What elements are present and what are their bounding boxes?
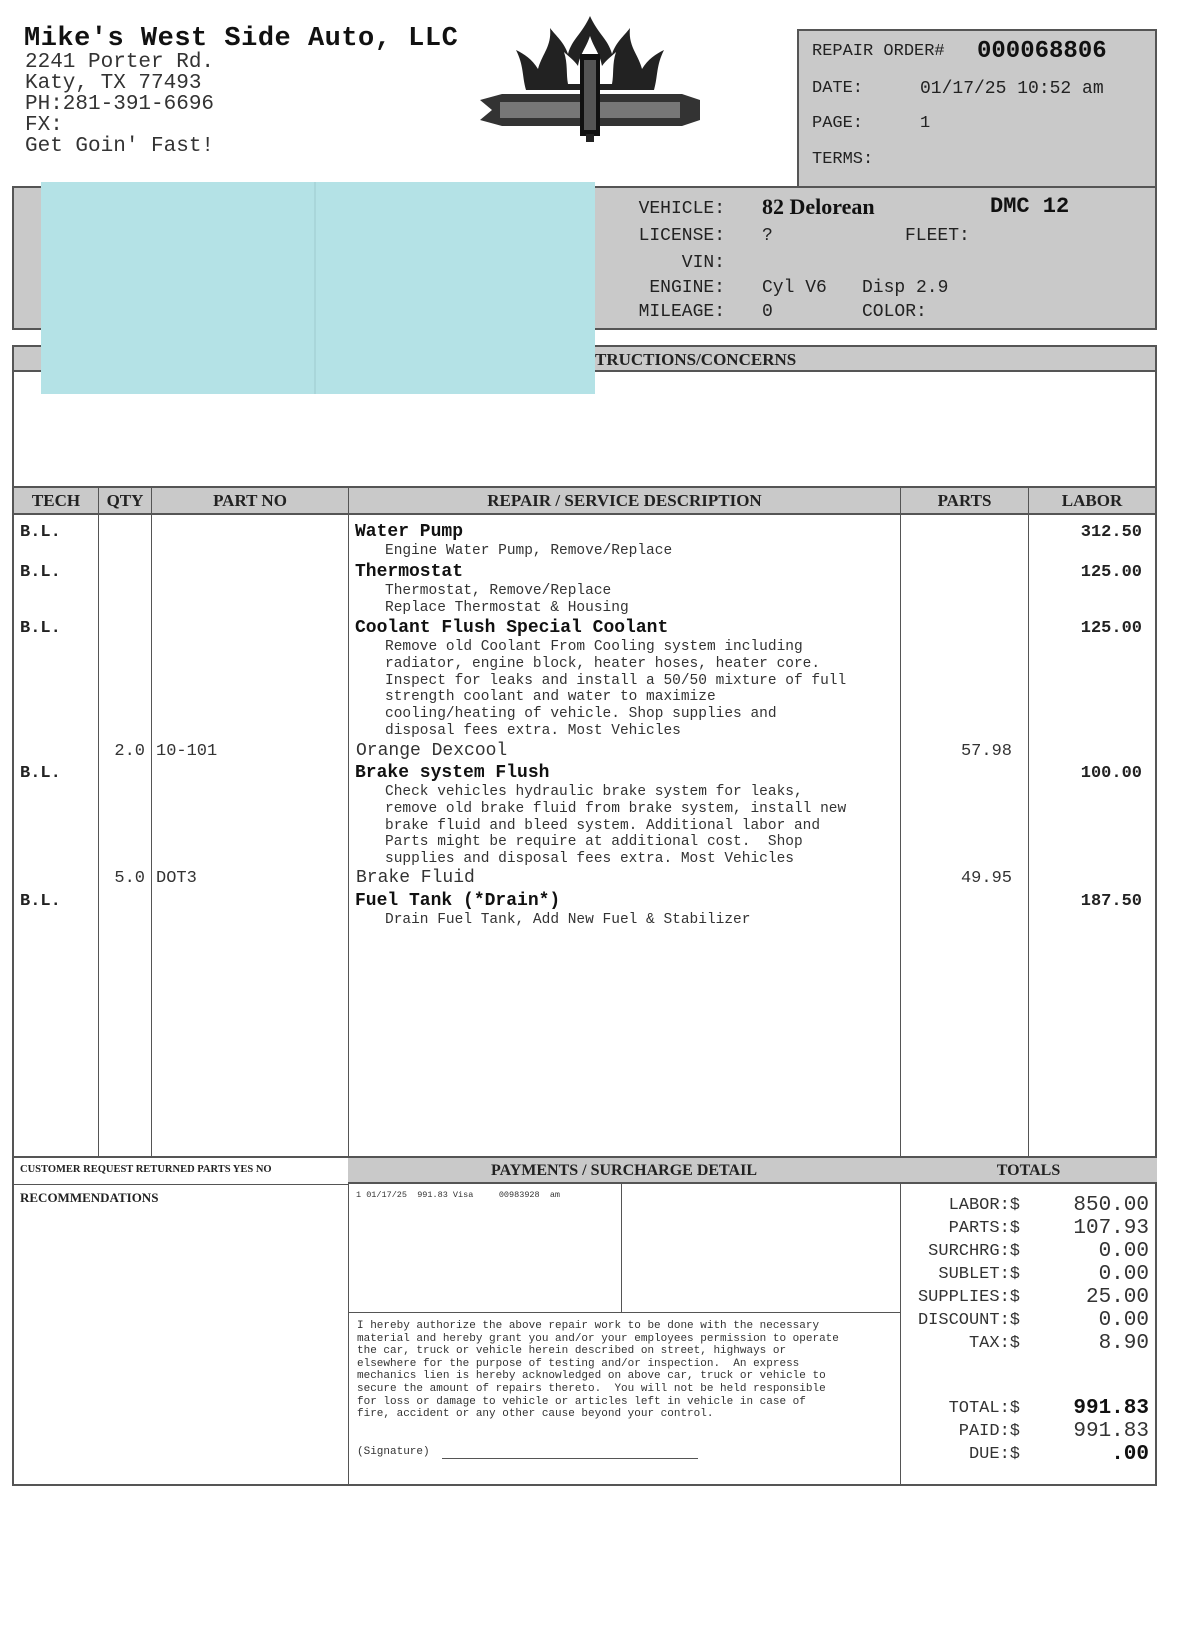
service-title: Thermostat (355, 562, 464, 582)
engine-cyl: Cyl V6 (762, 278, 827, 298)
fleet-label: FLEET: (905, 226, 970, 246)
service-description: Thermostat, Remove/Replace Replace Thermostat & Housing (385, 583, 629, 616)
part-qty: 5.0 (114, 869, 145, 888)
shop-address: 2241 Porter Rd. (25, 51, 215, 74)
shop-city: Katy, TX 77493 (25, 72, 202, 95)
license-value: ? (762, 226, 773, 246)
col-divider (98, 486, 99, 1158)
date-label: DATE: (812, 79, 864, 98)
mileage-value: 0 (762, 302, 773, 322)
part-number: 10-101 (156, 742, 218, 761)
grand-total-value: 991.83 (1073, 1397, 1149, 1420)
authorization-text: I hereby authorize the above repair work to be done with the necessary material and hereby grant you and/or your employees permission to operate the car, truck or vehicle herein described on street, highways or elsewhere for the purpose of testing and/or inspection. An express mechanics lien is hereby acknowledged on above car, truck or vehicle to secure the amount of repairs thereto. You will not be held responsible for loss or damage to vehicle or articles left in vehicle in case of fire, accident or any other cause beyond your control. (357, 1320, 839, 1421)
service-labor: 187.50 (1080, 892, 1142, 911)
vehicle-model: DMC 12 (990, 194, 1070, 219)
total-labor-value: 850.00 (1073, 1194, 1149, 1217)
divider (348, 1312, 900, 1313)
date-value: 01/17/25 10:52 am (920, 79, 1104, 99)
part-number: DOT3 (156, 869, 197, 888)
color-label: COLOR: (862, 302, 927, 322)
repair-order-label: REPAIR ORDER# (812, 42, 945, 61)
due-label: DUE:$ (968, 1445, 1020, 1464)
total-supplies-value: 25.00 (1085, 1286, 1149, 1309)
license-label: LICENSE: (638, 226, 725, 246)
paid-value: 991.83 (1073, 1420, 1149, 1443)
payments-title: PAYMENTS / SURCHARGE DETAIL (491, 1162, 757, 1179)
spark-plug-flame-logo (472, 14, 708, 144)
total-sublet-label: SUBLET:$ (938, 1265, 1020, 1284)
repair-order-number: 000068806 (977, 38, 1107, 65)
total-parts-label: PARTS:$ (948, 1219, 1020, 1238)
service-description: Drain Fuel Tank, Add New Fuel & Stabilizer (385, 912, 751, 928)
service-tech: B.L. (20, 563, 61, 582)
shop-phone: PH:281-391-6696 (25, 93, 215, 116)
service-description: Remove old Coolant From Cooling system including radiator, engine block, heater hoses, heater core. Inspect for leaks and install a 50/50 mixture of full strength coolant and water to maximize cooling/heating of vehicle. Shop supplies and disposal fees extra. Most Vehicles (385, 639, 847, 739)
service-title: Water Pump (355, 522, 464, 542)
service-description: Check vehicles hydraulic brake system for leaks, remove old brake fluid from brake system, install new brake fluid and bleed system. Additional labor and Parts might be require at additional cost. Shop supplies and disposal fees extra. Most Vehicles (385, 784, 847, 868)
total-surcharge-value: 0.00 (1098, 1240, 1149, 1263)
grand-total-label: TOTAL:$ (948, 1399, 1020, 1418)
total-labor-label: LABOR:$ (948, 1196, 1020, 1215)
col-divider (151, 486, 152, 1158)
part-description: Orange Dexcool (356, 741, 508, 761)
service-labor: 100.00 (1080, 764, 1142, 783)
total-sublet-value: 0.00 (1098, 1263, 1149, 1286)
shop-slogan: Get Goin' Fast! (25, 135, 215, 158)
redaction-sticker (41, 182, 595, 394)
service-labor: 312.50 (1080, 523, 1142, 542)
returned-parts-label: CUSTOMER REQUEST RETURNED PARTS YES NO (20, 1164, 272, 1175)
header-tech: TECH (31, 491, 81, 510)
service-labor: 125.00 (1080, 563, 1142, 582)
concerns-title: TRUCTIONS/CONCERNS (595, 350, 797, 369)
mileage-label: MILEAGE: (638, 302, 725, 322)
signature-line[interactable] (442, 1458, 698, 1459)
part-description: Brake Fluid (356, 868, 475, 888)
page-value: 1 (920, 114, 931, 133)
paid-label: PAID:$ (958, 1422, 1020, 1441)
header-labor: LABOR (1061, 491, 1123, 510)
total-surcharge-label: SURCHRG:$ (928, 1242, 1020, 1261)
part-price: 49.95 (960, 869, 1012, 888)
service-tech: B.L. (20, 523, 61, 542)
total-tax-value: 8.90 (1098, 1332, 1149, 1355)
vin-label: VIN: (681, 253, 725, 273)
header-parts: PARTS (937, 491, 992, 510)
recommendations-label: RECOMMENDATIONS (20, 1190, 159, 1205)
header-description: REPAIR / SERVICE DESCRIPTION (487, 491, 762, 510)
service-tech: B.L. (20, 892, 61, 911)
col-divider (1028, 486, 1029, 1158)
service-title: Brake system Flush (355, 763, 550, 783)
service-labor: 125.00 (1080, 619, 1142, 638)
engine-disp: Disp 2.9 (862, 278, 949, 298)
terms-label: TERMS: (812, 150, 874, 169)
signature-label: (Signature) (357, 1446, 430, 1458)
divider (621, 1184, 622, 1312)
shop-fax: FX: (25, 114, 63, 137)
service-description: Engine Water Pump, Remove/Replace (385, 543, 673, 559)
service-title: Fuel Tank (*Drain*) (355, 891, 561, 911)
shop-name: Mike's West Side Auto, LLC (24, 24, 459, 54)
total-discount-label: DISCOUNT:$ (917, 1311, 1020, 1330)
totals-title: TOTALS (996, 1162, 1061, 1179)
vehicle-value: 82 Delorean (762, 194, 875, 219)
page-label: PAGE: (812, 114, 864, 133)
divider (12, 1184, 348, 1185)
service-tech: B.L. (20, 619, 61, 638)
part-price: 57.98 (960, 742, 1012, 761)
vehicle-label: VEHICLE: (638, 199, 725, 219)
total-parts-value: 107.93 (1073, 1217, 1149, 1240)
header-qty: QTY (106, 491, 144, 510)
service-title: Coolant Flush Special Coolant (355, 618, 669, 638)
total-discount-value: 0.00 (1098, 1309, 1149, 1332)
service-tech: B.L. (20, 764, 61, 783)
total-tax-label: TAX:$ (968, 1334, 1020, 1353)
engine-label: ENGINE: (649, 278, 725, 298)
payment-line: 1 01/17/25 991.83 Visa 00983928 am (356, 1190, 561, 1200)
part-qty: 2.0 (114, 742, 145, 761)
due-value: .00 (1111, 1443, 1149, 1466)
header-part-no: PART NO (213, 491, 287, 510)
redaction-fold (314, 182, 316, 394)
total-supplies-label: SUPPLIES:$ (917, 1288, 1020, 1307)
